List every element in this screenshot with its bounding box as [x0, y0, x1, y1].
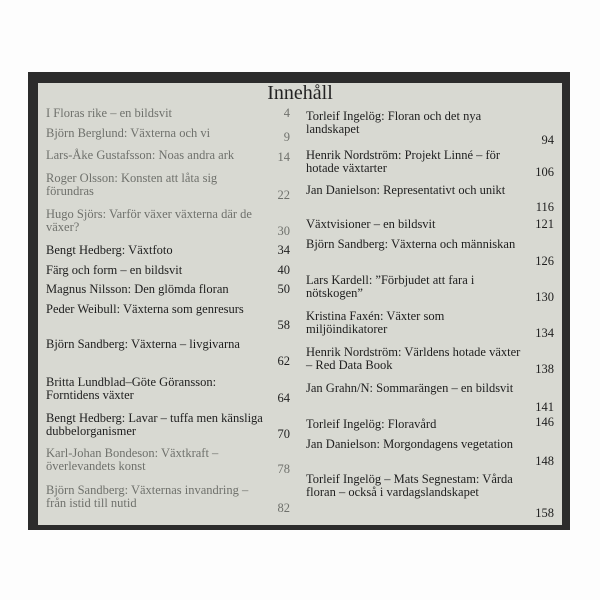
entry-page: 58: [277, 318, 290, 332]
entry-title: Bengt Hedberg: Lavar – tuffa men känsliga dubbelorganismer: [46, 411, 263, 438]
toc-entry: [46, 483, 292, 515]
toc-entry: [46, 171, 292, 202]
entry-page: 9: [283, 130, 290, 144]
entry-title: Färg och form – en bildsvit: [46, 263, 183, 277]
entry-title: Britta Lundblad–Göte Göransson: Forntidens växter: [46, 375, 217, 402]
entry-page: 14: [277, 150, 290, 164]
entry-title: Björn Sandberg: Växterna – livgivarna: [46, 337, 240, 351]
entry-page: 138: [535, 362, 554, 376]
entry-page: 4: [283, 106, 290, 120]
entry-title: Karl-Johan Bondeson: Växtkraft – överlevandets konst: [46, 446, 219, 473]
entry-title: Jan Grahn/N: Sommarängen – en bildsvit: [306, 381, 514, 395]
toc-entry: [46, 283, 292, 296]
entry-page: 134: [535, 326, 554, 340]
entry-title: Torleif Ingelög: Floravård: [306, 417, 437, 431]
entry-title: Lars Kardell: ”Förbjudet att fara i nötskogen”: [306, 273, 475, 300]
entry-page: 126: [535, 254, 554, 268]
toc-entry: [306, 437, 554, 468]
entry-title: Björn Berglund: Växterna och vi: [46, 126, 211, 140]
entry-page: 82: [277, 501, 290, 515]
entry-page: 22: [277, 188, 290, 202]
entry-title: Lars-Åke Gustafsson: Noas andra ark: [46, 148, 235, 162]
entry-title: Björn Sandberg: Växterna och människan: [306, 237, 516, 251]
entry-title: Kristina Faxén: Växter som miljöindikatorer: [306, 309, 445, 336]
entry-page: 70: [277, 427, 290, 441]
entry-page: 106: [535, 165, 554, 179]
entry-page: 50: [277, 282, 290, 296]
toc-entry: [46, 126, 292, 144]
toc-entry: [46, 446, 292, 476]
entry-title: Torleif Ingelög – Mats Segnestam: Vårda floran – också i vardagslandskapet: [306, 472, 513, 499]
entry-page: 64: [277, 391, 290, 405]
entry-page: 30: [277, 224, 290, 238]
toc-entry: [306, 273, 554, 304]
entry-page: 62: [277, 354, 290, 368]
entry-page: 121: [535, 217, 554, 231]
entry-title: Peder Weibull: Växterna som genresurs: [46, 302, 244, 316]
toc-entry: [46, 207, 292, 238]
toc-entry: [306, 381, 554, 414]
toc-entry: [46, 244, 292, 257]
toc-entry: [46, 337, 292, 368]
entry-page: 146: [535, 415, 554, 429]
entry-title: Henrik Nordström: Världens hotade växter – Red Data Book: [306, 345, 521, 372]
toc-entry: [306, 109, 554, 147]
entry-title: Roger Olsson: Konsten att låta sig förundras: [46, 171, 218, 198]
entry-page: 78: [277, 462, 290, 476]
entry-page: 148: [535, 454, 554, 468]
toc-entry: [46, 264, 292, 277]
entry-title: Björn Sandberg: Växternas invandring – från istid till nutid: [46, 483, 249, 510]
toc-entry: [306, 183, 554, 214]
toc-entry: [306, 309, 554, 340]
page-title: Innehåll: [267, 82, 333, 104]
entry-title: Magnus Nilsson: Den glömda floran: [46, 282, 229, 296]
toc-entry: [306, 237, 554, 268]
entry-title: Henrik Nordström: Projekt Linné – för hotade växtarter: [306, 148, 501, 175]
toc-entry: [306, 472, 554, 520]
toc-entry: [46, 107, 292, 120]
entry-page: 116: [535, 200, 554, 214]
entry-title: Hugo Sjörs: Varför växer växterna där de växer?: [46, 207, 252, 234]
entry-page: 130: [535, 290, 554, 304]
entry-page: 141: [535, 400, 554, 414]
entry-title: I Floras rike – en bildsvit: [46, 106, 173, 120]
toc-entry: [46, 302, 292, 332]
toc-entry: [306, 415, 554, 431]
entry-title: Växtvisioner – en bildsvit: [306, 217, 436, 231]
entry-title: Bengt Hedberg: Växtfoto: [46, 243, 173, 257]
entry-title: Torleif Ingelög: Floran och det nya landskapet: [306, 109, 482, 136]
toc-entry: [46, 149, 292, 162]
entry-page: 158: [535, 506, 554, 520]
toc-entry: [46, 375, 292, 405]
entry-page: 34: [277, 243, 290, 257]
entry-page: 94: [541, 133, 554, 147]
toc-entry: [306, 218, 554, 231]
toc-entry: [306, 148, 554, 179]
entry-page: 40: [277, 263, 290, 277]
toc-entry: [46, 411, 292, 441]
entry-title: Jan Danielson: Representativt och unikt: [306, 183, 506, 197]
entry-title: Jan Danielson: Morgondagens vegetation: [306, 437, 514, 451]
toc-entry: [306, 345, 554, 376]
